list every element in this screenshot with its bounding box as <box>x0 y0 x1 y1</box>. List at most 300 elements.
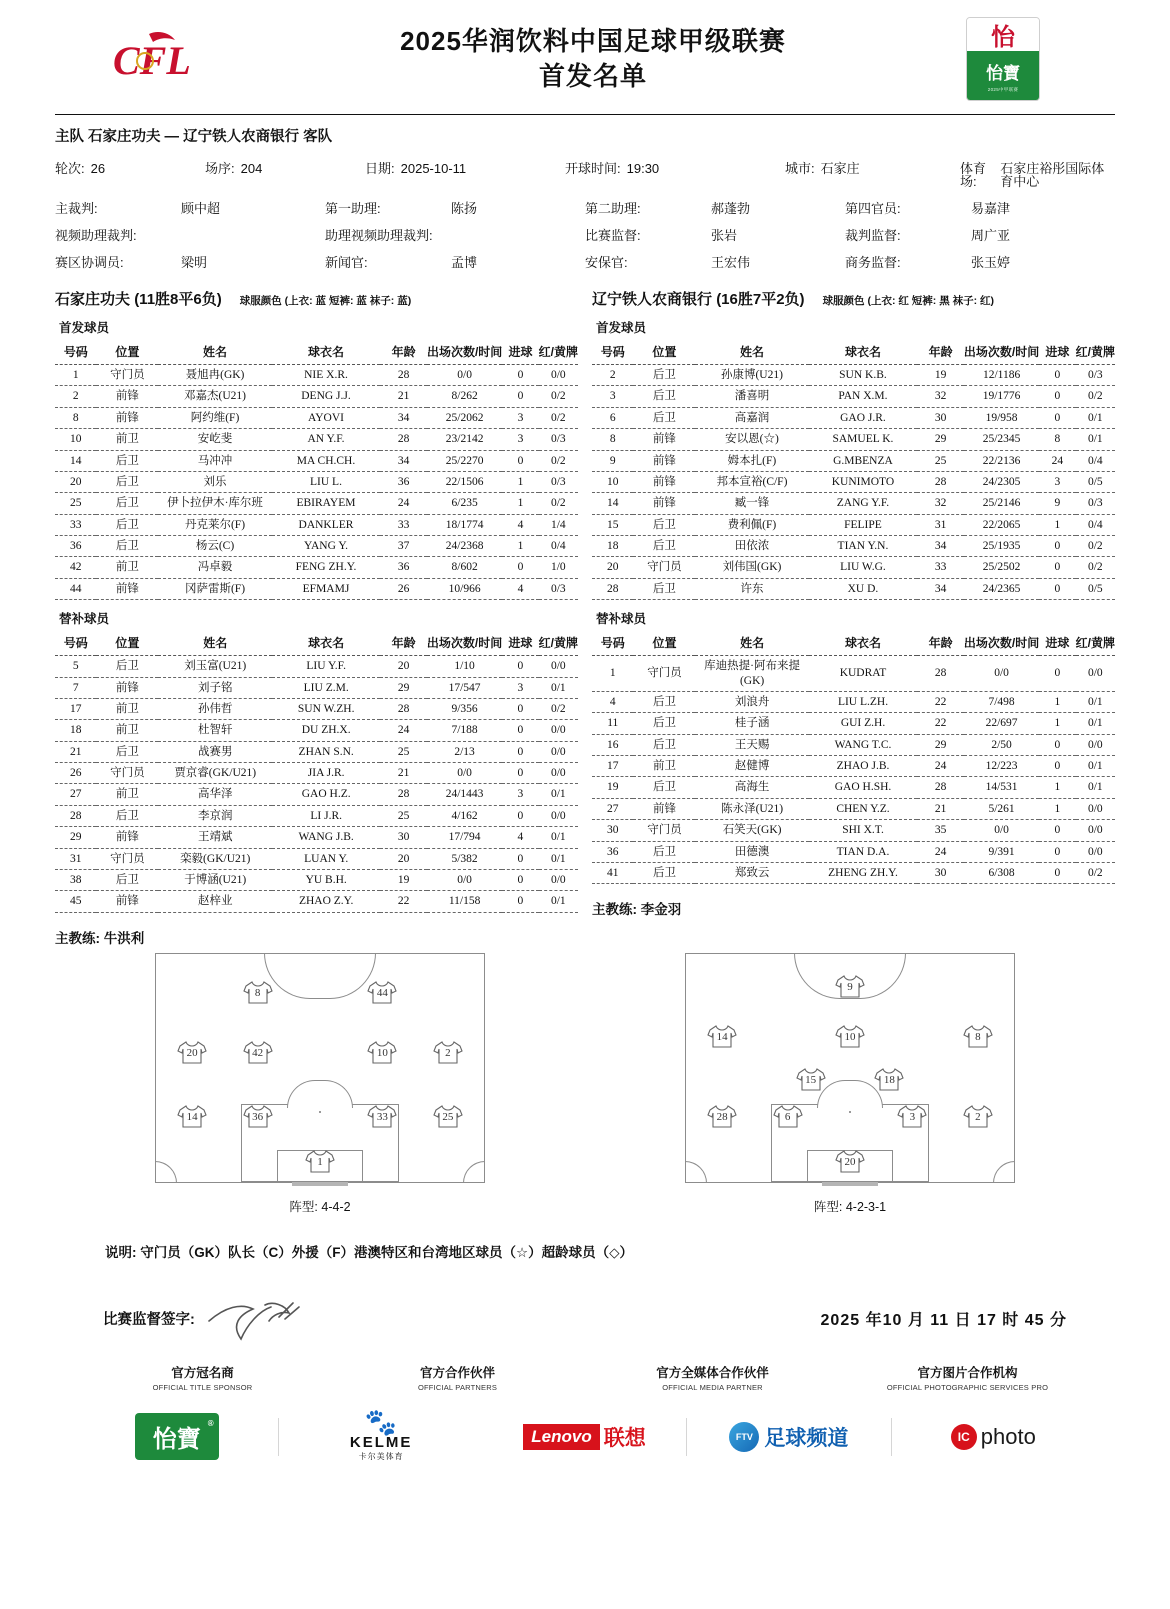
player-age: 24 <box>917 756 964 777</box>
player-name: 冯卓毅 <box>158 557 271 578</box>
player-name: 安屹斐 <box>158 429 271 450</box>
player-number: 2 <box>592 365 633 386</box>
signature-mark <box>201 1291 311 1347</box>
player-appearances: 6/235 <box>427 493 502 514</box>
pitch-shirt-15: 15 <box>796 1066 826 1092</box>
player-number: 10 <box>592 471 633 492</box>
player-cards: 0/3 <box>539 429 578 450</box>
player-position: 后卫 <box>633 691 695 712</box>
player-jersey-name: DANKLER <box>272 514 381 535</box>
sponsor-category-partners: 官方合作伙伴 OFFICIAL PARTNERS <box>417 1365 498 1392</box>
player-number: 26 <box>55 763 96 784</box>
player-age: 32 <box>917 386 964 407</box>
player-appearances: 11/158 <box>427 891 502 912</box>
table-row <box>592 493 1115 514</box>
page-header <box>55 0 1115 110</box>
player-age: 25 <box>380 741 427 762</box>
signature-label: 比赛监督签字: <box>103 1312 195 1329</box>
player-cards: 0/5 <box>1076 578 1115 599</box>
pitch-shirt-10: 10 <box>835 1023 865 1049</box>
table-row <box>55 763 578 784</box>
player-position: 后卫 <box>633 713 695 734</box>
th-number: 号码 <box>592 631 633 656</box>
player-goals: 4 <box>502 578 538 599</box>
player-goals: 8 <box>1039 429 1075 450</box>
player-jersey-name: WANG J.B. <box>272 827 380 848</box>
player-age: 28 <box>917 656 964 692</box>
player-appearances: 14/531 <box>964 777 1039 798</box>
home-pitch <box>155 953 485 1183</box>
player-jersey-name: GUI Z.H. <box>809 713 918 734</box>
official-var: 视频助理裁判: <box>55 228 137 243</box>
player-number: 20 <box>55 471 96 492</box>
away-coach <box>592 892 1115 918</box>
player-goals: 0 <box>1039 841 1075 862</box>
player-age: 26 <box>380 578 427 599</box>
player-goals: 4 <box>502 514 538 535</box>
th-name: 姓名 <box>695 631 808 656</box>
player-appearances: 25/2502 <box>964 557 1039 578</box>
corner-arc-right <box>463 1161 485 1183</box>
player-appearances: 22/2065 <box>964 514 1039 535</box>
player-number: 1 <box>55 365 96 386</box>
player-name: 王靖斌 <box>158 827 272 848</box>
player-position: 后卫 <box>633 578 695 599</box>
player-goals: 0 <box>502 763 538 784</box>
table-row <box>55 450 578 471</box>
player-age: 29 <box>917 734 964 755</box>
player-cards: 0/5 <box>1076 471 1115 492</box>
player-position: 后卫 <box>96 514 158 535</box>
player-jersey-name: TIAN D.A. <box>809 841 918 862</box>
player-number: 27 <box>55 784 96 805</box>
player-age: 28 <box>380 429 427 450</box>
th-appearances: 出场次数/时间 <box>427 631 502 656</box>
pitch-shirt-6: 6 <box>773 1103 803 1129</box>
player-number: 3 <box>592 386 633 407</box>
kelme-logo: 🐾 KELME 卡尔美体育 <box>349 1406 413 1462</box>
table-row <box>592 734 1115 755</box>
player-jersey-name: FELIPE <box>809 514 918 535</box>
player-cards: 0/3 <box>539 578 578 599</box>
sponsor-footer <box>55 1363 1115 1466</box>
player-jersey-name: PAN X.M. <box>809 386 918 407</box>
player-goals: 1 <box>1039 514 1075 535</box>
player-goals: 0 <box>1039 656 1075 692</box>
player-name: 桂子涵 <box>695 713 808 734</box>
th-name: 姓名 <box>158 631 272 656</box>
player-cards: 0/1 <box>1076 691 1115 712</box>
player-name: 姆本扎(F) <box>695 450 808 471</box>
player-cards: 0/1 <box>539 891 578 912</box>
table-row <box>592 656 1115 692</box>
player-appearances: 25/2062 <box>427 407 502 428</box>
player-cards: 0/2 <box>1076 386 1115 407</box>
yibao-sponsor-logo <box>966 17 1040 101</box>
sponsor-category-photo: 官方图片合作机构 OFFICIAL PHOTOGRAPHIC SERVICES PRO <box>886 1365 1049 1392</box>
player-appearances: 4/162 <box>427 805 502 826</box>
player-position: 后卫 <box>96 869 158 890</box>
player-number: 44 <box>55 578 96 599</box>
home-coach-label: 主教练: <box>55 930 100 946</box>
player-age: 24 <box>380 720 427 741</box>
player-name: 邓嘉杰(U21) <box>158 386 271 407</box>
player-position: 前卫 <box>96 557 158 578</box>
official-match-commissioner: 比赛监督: 张岩 <box>585 228 738 243</box>
th-age: 年龄 <box>917 631 964 656</box>
player-name: 聂旭冉(GK) <box>158 365 271 386</box>
pitch-shirt-33: 33 <box>367 1103 397 1129</box>
player-name: 臧一锋 <box>695 493 808 514</box>
player-name: 贾京睿(GK/U21) <box>158 763 272 784</box>
pitch-shirt-36: 36 <box>243 1103 273 1129</box>
table-row <box>55 365 578 386</box>
player-number: 8 <box>55 407 96 428</box>
player-number: 28 <box>592 578 633 599</box>
home-team-name-text: 石家庄功夫 <box>55 291 131 308</box>
player-jersey-name: DU ZH.X. <box>272 720 380 741</box>
player-number: 5 <box>55 656 96 677</box>
table-row <box>55 891 578 912</box>
player-appearances: 17/547 <box>427 677 502 698</box>
player-position: 后卫 <box>96 656 158 677</box>
th-position: 位置 <box>96 340 158 365</box>
away-subs-table <box>592 631 1115 884</box>
official-assistant-2: 第二助理: 郝蓬勃 <box>585 201 751 216</box>
pitch-shirt-18: 18 <box>874 1066 904 1092</box>
pitch-shirt-9: 9 <box>835 973 865 999</box>
player-appearances: 22/1506 <box>427 471 502 492</box>
player-number: 9 <box>592 450 633 471</box>
table-row <box>592 841 1115 862</box>
player-goals: 0 <box>502 848 538 869</box>
pitch-shirt-20: 20 <box>835 1148 865 1174</box>
home-team-name <box>55 288 222 309</box>
player-jersey-name: KUNIMOTO <box>809 471 918 492</box>
table-row <box>592 386 1115 407</box>
player-cards: 0/2 <box>1076 557 1115 578</box>
player-cards: 0/0 <box>1076 734 1115 755</box>
player-cards: 0/2 <box>1076 536 1115 557</box>
official-coordinator: 赛区协调员: 梁明 <box>55 255 208 270</box>
player-appearances: 17/794 <box>427 827 502 848</box>
player-number: 25 <box>55 493 96 514</box>
player-number: 10 <box>55 429 96 450</box>
table-row <box>592 691 1115 712</box>
home-coach <box>55 921 578 947</box>
signature-row <box>55 1291 1115 1347</box>
icphoto-logo: IC photo <box>892 1408 1095 1466</box>
page-title <box>220 24 966 94</box>
th-appearances: 出场次数/时间 <box>964 631 1039 656</box>
player-goals: 0 <box>502 450 538 471</box>
corner-arc-left <box>685 1161 707 1183</box>
player-cards: 0/0 <box>1076 820 1115 841</box>
player-name: 许东 <box>695 578 808 599</box>
sponsor-category-title: 官方冠名商 OFFICIAL TITLE SPONSOR <box>152 1365 253 1392</box>
player-position: 前锋 <box>633 429 695 450</box>
home-starters-table <box>55 340 578 600</box>
player-goals: 1 <box>1039 798 1075 819</box>
player-number: 41 <box>592 862 633 883</box>
player-jersey-name: XU D. <box>809 578 918 599</box>
player-position: 守门员 <box>633 557 695 578</box>
player-cards: 0/0 <box>539 720 578 741</box>
teams-line: 主队 石家庄功夫 — 辽宁铁人农商银行 客队 <box>55 129 333 145</box>
player-goals: 0 <box>1039 557 1075 578</box>
player-goals: 3 <box>502 429 538 450</box>
player-position: 后卫 <box>633 536 695 557</box>
penalty-arc <box>817 1080 883 1108</box>
player-cards: 0/0 <box>1076 841 1115 862</box>
player-cards: 0/0 <box>539 656 578 677</box>
th-goals: 进球 <box>502 340 538 365</box>
player-number: 14 <box>55 450 96 471</box>
player-appearances: 19/1776 <box>964 386 1039 407</box>
info-date: 日期: 2025-10-11 <box>365 161 467 176</box>
player-age: 22 <box>917 691 964 712</box>
table-header-row <box>55 340 578 365</box>
player-age: 31 <box>917 514 964 535</box>
player-jersey-name: SAMUEL K. <box>809 429 918 450</box>
player-number: 18 <box>55 720 96 741</box>
away-team-header <box>592 288 1115 309</box>
player-name: 战赛男 <box>158 741 272 762</box>
player-number: 17 <box>55 698 96 719</box>
player-jersey-name: EBIRAYEM <box>272 493 381 514</box>
th-jersey: 球衣名 <box>272 631 380 656</box>
player-position: 后卫 <box>633 407 695 428</box>
player-number: 29 <box>55 827 96 848</box>
player-cards: 1/0 <box>539 557 578 578</box>
player-appearances: 24/2368 <box>427 536 502 557</box>
info-kickoff-time: 开球时间: 19:30 <box>565 161 660 176</box>
player-position: 前锋 <box>96 827 158 848</box>
th-position: 位置 <box>96 631 158 656</box>
player-name: 高华泽 <box>158 784 272 805</box>
player-number: 15 <box>592 514 633 535</box>
player-position: 前锋 <box>633 493 695 514</box>
th-position: 位置 <box>633 340 695 365</box>
player-cards: 0/0 <box>1076 656 1115 692</box>
sponsor-categories <box>55 1363 1115 1392</box>
table-row <box>55 805 578 826</box>
player-jersey-name: FENG ZH.Y. <box>272 557 381 578</box>
player-name: 刘浪舟 <box>695 691 808 712</box>
table-row <box>592 407 1115 428</box>
player-age: 22 <box>380 891 427 912</box>
yibao-body <box>967 51 1039 100</box>
player-number: 30 <box>592 820 633 841</box>
table-row <box>55 386 578 407</box>
player-age: 32 <box>917 493 964 514</box>
pitch-top-arc <box>264 953 376 999</box>
table-row <box>55 720 578 741</box>
player-age: 36 <box>380 557 427 578</box>
player-age: 34 <box>380 407 427 428</box>
player-position: 前锋 <box>96 677 158 698</box>
player-goals: 9 <box>1039 493 1075 514</box>
player-position: 后卫 <box>96 805 158 826</box>
player-appearances: 0/0 <box>427 365 502 386</box>
player-number: 19 <box>592 777 633 798</box>
player-name: 伊卜拉伊木·库尔班 <box>158 493 271 514</box>
pitch-shirt-1: 1 <box>305 1148 335 1174</box>
player-jersey-name: LIU W.G. <box>809 557 918 578</box>
player-goals: 0 <box>1039 536 1075 557</box>
player-jersey-name: EFMAMJ <box>272 578 381 599</box>
corner-arc-right <box>993 1161 1015 1183</box>
player-jersey-name: DENG J.J. <box>272 386 381 407</box>
player-name: 田依浓 <box>695 536 808 557</box>
info-round: 轮次: 26 <box>55 161 106 176</box>
player-jersey-name: ZHAO Z.Y. <box>272 891 380 912</box>
player-position: 前锋 <box>96 578 158 599</box>
player-cards: 0/3 <box>1076 493 1115 514</box>
th-cards: 红/黄牌 <box>1076 631 1115 656</box>
th-age: 年龄 <box>380 340 427 365</box>
team-lineups <box>55 288 1115 947</box>
th-position: 位置 <box>633 631 695 656</box>
th-age: 年龄 <box>917 340 964 365</box>
player-number: 2 <box>55 386 96 407</box>
yibao-footer-logo: 怡寶 ® <box>75 1408 278 1466</box>
player-number: 16 <box>592 734 633 755</box>
officials-row-1 <box>55 195 1115 222</box>
player-name: 栾毅(GK/U21) <box>158 848 272 869</box>
official-assistant-1: 第一助理: 陈扬 <box>325 201 478 216</box>
yibao-mark: 怡 <box>967 18 1039 51</box>
player-age: 25 <box>380 805 427 826</box>
player-position: 后卫 <box>633 386 695 407</box>
player-number: 17 <box>592 756 633 777</box>
table-row <box>55 741 578 762</box>
home-team-header <box>55 288 578 309</box>
player-position: 守门员 <box>96 763 158 784</box>
player-number: 20 <box>592 557 633 578</box>
player-position: 后卫 <box>633 777 695 798</box>
player-appearances: 2/13 <box>427 741 502 762</box>
player-age: 35 <box>917 820 964 841</box>
player-number: 36 <box>592 841 633 862</box>
player-jersey-name: G.MBENZA <box>809 450 918 471</box>
player-jersey-name: ZHAO J.B. <box>809 756 918 777</box>
pitch-shirt-10: 10 <box>367 1039 397 1065</box>
table-row <box>55 429 578 450</box>
pitch-shirt-28: 28 <box>707 1103 737 1129</box>
player-position: 后卫 <box>96 471 158 492</box>
player-appearances: 23/2142 <box>427 429 502 450</box>
player-age: 33 <box>380 514 427 535</box>
player-name: 安以恩(☆) <box>695 429 808 450</box>
player-position: 守门员 <box>96 365 158 386</box>
player-jersey-name: NIE X.R. <box>272 365 381 386</box>
player-goals: 24 <box>1039 450 1075 471</box>
player-cards: 0/0 <box>539 869 578 890</box>
player-position: 后卫 <box>96 741 158 762</box>
player-cards: 0/0 <box>1076 798 1115 819</box>
player-name: 马冲冲 <box>158 450 271 471</box>
player-name: 刘子铭 <box>158 677 272 698</box>
yibao-name: 怡寶 <box>986 64 1020 84</box>
player-appearances: 0/0 <box>964 656 1039 692</box>
ftv-logo: FTV 足球频道 <box>687 1408 890 1466</box>
th-jersey: 球衣名 <box>809 631 918 656</box>
player-number: 18 <box>592 536 633 557</box>
th-jersey: 球衣名 <box>272 340 381 365</box>
player-age: 22 <box>917 713 964 734</box>
table-row <box>592 429 1115 450</box>
player-age: 34 <box>917 536 964 557</box>
official-avar: 助理视频助理裁判: <box>325 228 433 243</box>
table-row <box>592 820 1115 841</box>
home-formation <box>289 1197 350 1215</box>
player-goals: 0 <box>1039 862 1075 883</box>
player-jersey-name: MA CH.CH. <box>272 450 381 471</box>
pitch-shirt-25: 25 <box>433 1103 463 1129</box>
svg-text:CFL: CFL <box>113 38 191 83</box>
player-number: 6 <box>592 407 633 428</box>
player-cards: 1/4 <box>539 514 578 535</box>
player-position: 后卫 <box>633 514 695 535</box>
player-jersey-name: SUN W.ZH. <box>272 698 380 719</box>
player-cards: 0/2 <box>539 493 578 514</box>
table-row <box>592 798 1115 819</box>
player-age: 24 <box>380 493 427 514</box>
table-row <box>55 656 578 677</box>
table-row <box>592 536 1115 557</box>
player-jersey-name: LI J.R. <box>272 805 380 826</box>
away-formation-wrap <box>585 947 1115 1215</box>
home-team-record: (11胜8平6负) <box>134 291 222 308</box>
player-cards: 0/1 <box>1076 407 1115 428</box>
player-number: 8 <box>592 429 633 450</box>
player-position: 前卫 <box>96 698 158 719</box>
player-name: 田德澳 <box>695 841 808 862</box>
away-formation <box>814 1197 886 1215</box>
away-coach-label: 主教练: <box>592 902 637 918</box>
player-position: 前卫 <box>633 756 695 777</box>
table-row <box>55 848 578 869</box>
player-goals: 1 <box>502 471 538 492</box>
player-goals: 0 <box>502 891 538 912</box>
player-appearances: 12/223 <box>964 756 1039 777</box>
th-cards: 红/黄牌 <box>539 631 578 656</box>
player-cards: 0/1 <box>1076 756 1115 777</box>
lenovo-logo: Lenovo 联想 <box>483 1408 686 1466</box>
table-row <box>55 698 578 719</box>
player-goals: 3 <box>1039 471 1075 492</box>
home-formation-label: 阵型: <box>289 1199 318 1214</box>
player-appearances: 22/697 <box>964 713 1039 734</box>
away-starters-table <box>592 340 1115 600</box>
player-position: 后卫 <box>633 734 695 755</box>
player-position: 前卫 <box>96 429 158 450</box>
info-stadium: 体育场: 石家庄裕彤国际体育中心 <box>960 161 1105 189</box>
player-jersey-name: TIAN Y.N. <box>809 536 918 557</box>
player-name: 孙伟哲 <box>158 698 272 719</box>
player-goals: 0 <box>502 698 538 719</box>
paw-icon: 🐾 <box>364 1406 398 1437</box>
pitch-shirt-2: 2 <box>963 1103 993 1129</box>
player-jersey-name: GAO H.SH. <box>809 777 918 798</box>
official-referee: 主裁判: 顾中超 <box>55 201 221 216</box>
table-row <box>55 536 578 557</box>
player-jersey-name: SHI X.T. <box>809 820 918 841</box>
player-cards: 0/3 <box>539 471 578 492</box>
player-number: 14 <box>592 493 633 514</box>
player-cards: 0/4 <box>539 536 578 557</box>
